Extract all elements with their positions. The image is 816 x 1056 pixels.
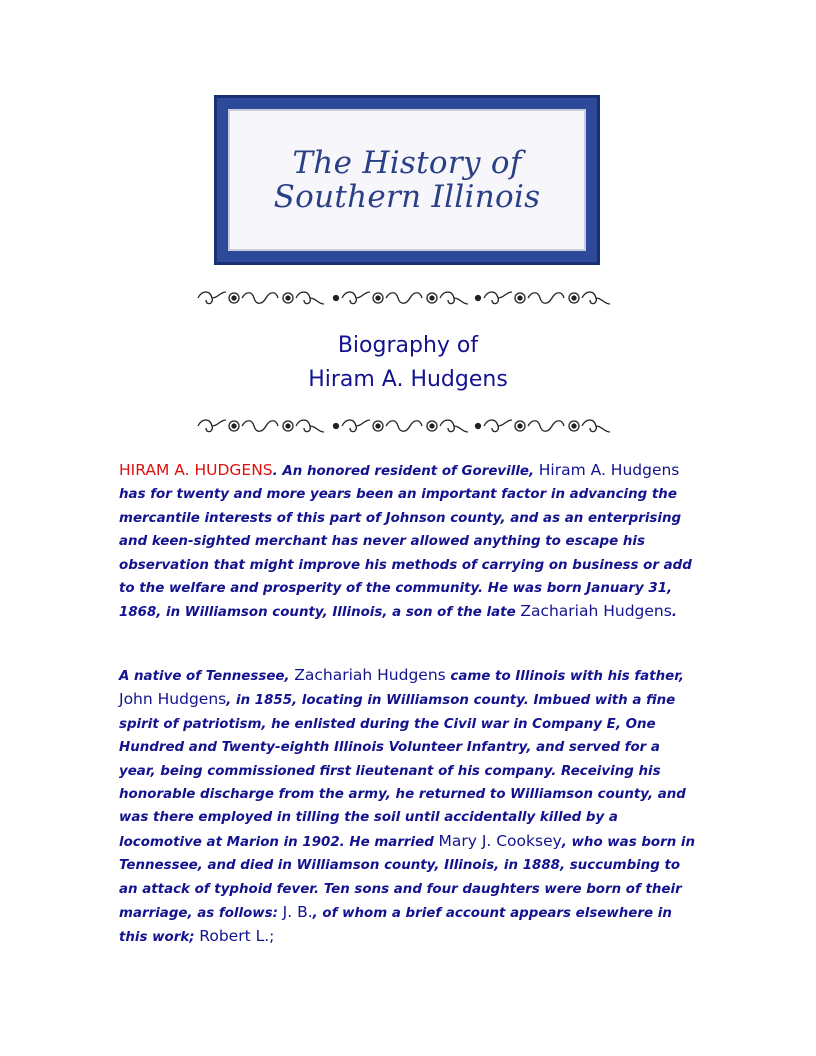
banner-title-line1: The History of	[292, 145, 522, 181]
person-name: Zachariah Hudgens	[520, 602, 672, 621]
paragraph-text: , of whom a brief account appears elsewhere in this work;	[119, 906, 672, 946]
person-name: Robert L.;	[199, 927, 275, 946]
scroll-ornament-icon	[196, 288, 616, 308]
banner-panel	[228, 109, 586, 251]
paragraph-text: , in 1855, locating in Williamson county. Imbued with a fine spirit of patriotism, he enlisted during the Civil war in Company E, One Hundred and Twenty-eighth Illinois Volunteer Infantry, and served for a year, being commissioned first lieutenant of his company. Receiving his honorable discharge from the army, he returned to Williamson county, and was there employed in tilling the soil until accidentally killed by a locomotive at Marion in 1902. He married	[119, 693, 686, 850]
person-name: J. B.	[282, 903, 313, 922]
person-name: Zachariah Hudgens	[294, 666, 446, 684]
person-name: Mary J. Cooksey	[438, 831, 562, 850]
paragraph-text: .	[671, 605, 677, 621]
paragraph-text: A native of Tennessee,	[119, 669, 295, 684]
ornamental-divider-top	[196, 288, 616, 308]
banner-title-line2: Southern Illinois	[273, 179, 541, 215]
scroll-ornament-icon	[196, 416, 616, 436]
ornamental-divider-bottom	[196, 416, 616, 436]
person-name: John Hudgens	[119, 690, 227, 709]
subject-name-heading: HIRAM A. HUDGENS	[119, 461, 273, 479]
biography-paragraph-2	[119, 664, 699, 950]
page-title-line2: Hiram A. Hudgens	[308, 367, 508, 392]
person-name: Hiram A. Hudgens	[538, 461, 680, 479]
paragraph-text: , who was born in Tennessee, and died in Williamson county, Illinois, in 1888, succumbing to an attack of typhoid fever. Ten sons and four daughters were born of their marriage, as follows:	[119, 834, 696, 922]
biography-paragraph-1	[119, 459, 699, 625]
paragraph-text: . An honored resident of Goreville,	[272, 464, 539, 479]
history-banner	[214, 95, 600, 265]
paragraph-text: came to Illinois with his father,	[445, 669, 684, 684]
page-title-line1: Biography of	[337, 333, 479, 358]
paragraph-text: has for twenty and more years been an important factor in advancing the mercantile interests of this part of Johnson county, and as an enterprising and keen-sighted merchant has never allowed anything to escape his observation that might improve his methods of carrying on business or add to the welfare and prosperity of the community. He was born January 31, 1868, in Williamson county, Illinois, a son of the late	[119, 487, 692, 621]
